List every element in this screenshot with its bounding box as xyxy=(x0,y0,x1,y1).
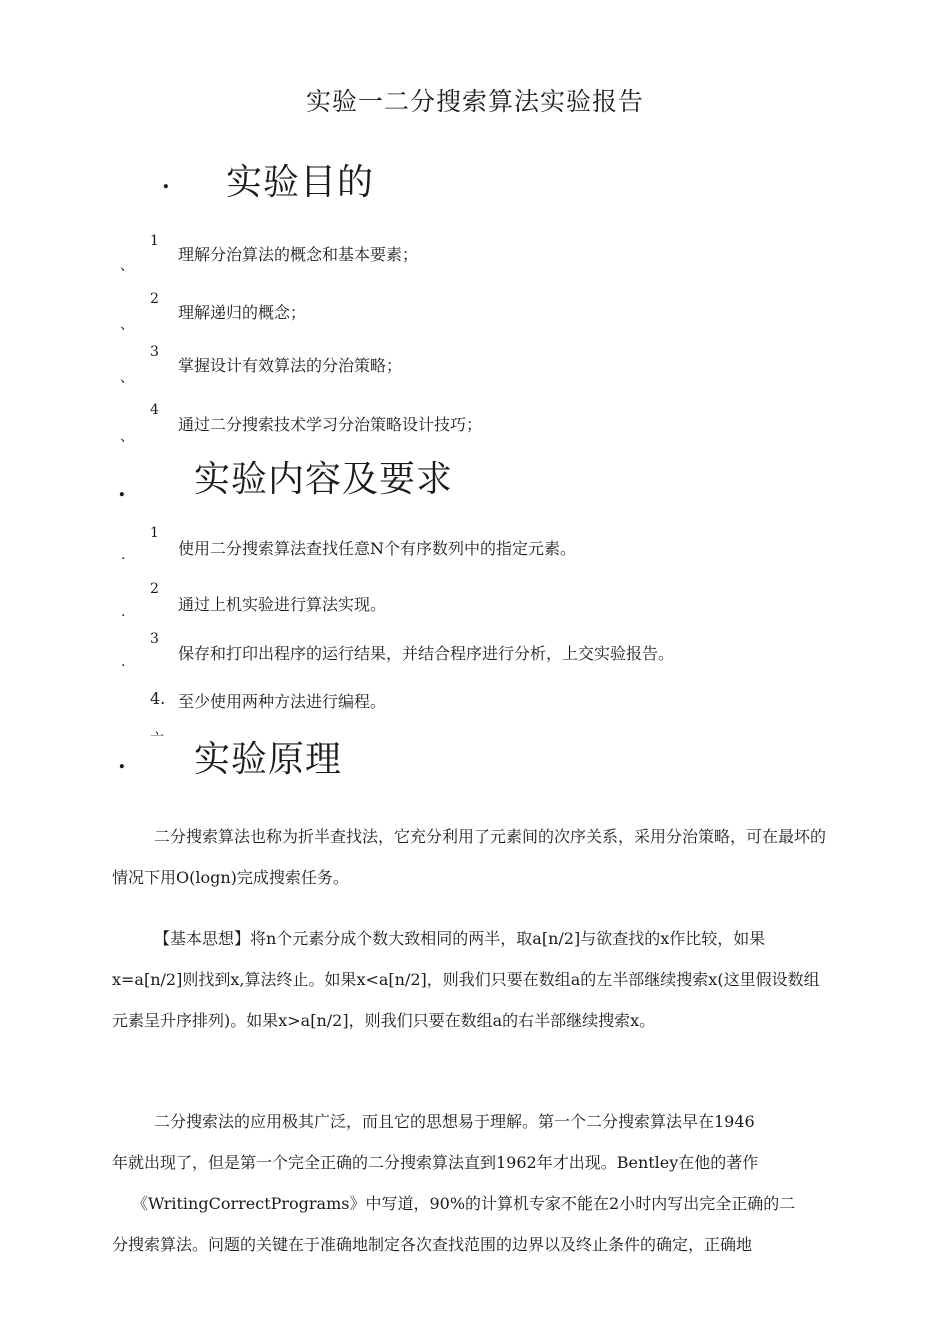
item-mark: . xyxy=(121,604,126,620)
section-title-principle: 实验原理 xyxy=(194,739,343,780)
paragraph-line: 分搜索算法。问题的关键在于准确地制定各次查找范围的边界以及终止条件的确定，正确地 xyxy=(112,1235,753,1254)
list-item: 使用二分搜索算法查找任意N个有序数列中的指定元素。 xyxy=(178,539,577,558)
item-number: 3 xyxy=(150,344,159,360)
item-number: 3 xyxy=(150,631,159,647)
item-mark: 、 xyxy=(120,429,134,445)
document-title: 实验一二分搜索算法实验报告 xyxy=(305,87,644,116)
list-item: 通过二分搜索技术学习分治策略设计技巧； xyxy=(178,415,483,434)
item-number: 2 xyxy=(150,581,159,597)
item-mark: 、 xyxy=(120,370,134,386)
list-item: 保存和打印出程序的运行结果，并结合程序进行分析，上交实验报告。 xyxy=(178,644,675,663)
list-item: 理解分治算法的概念和基本要素； xyxy=(178,245,419,264)
paragraph-history xyxy=(112,1101,832,1265)
item-mark: . xyxy=(121,547,126,563)
item-number: 2 xyxy=(150,291,159,307)
item-mark: 、 xyxy=(120,258,134,274)
paragraph-basic-idea: 【基本思想】将n个元素分成个数大致相同的两半，取a[n/2]与欲查找的x作比较，如果x=a[n/2]则找到x,算法终止。如果x<a[n/2]，则我们只要在数组a的左半部继续搜索x(这里假设数组元素呈升序排列)。如果x>a[n/2]，则我们只要在数组a的右半部继续搜索x。 xyxy=(112,929,820,1030)
paragraph-line: 二分搜索法的应用极其广泛，而且它的思想易于理解。第一个二分搜索算法早在1946 xyxy=(154,1112,755,1131)
item-mark: 、 xyxy=(120,317,134,333)
section-bullet: . xyxy=(118,476,126,502)
paragraph-line: 年就出现了，但是第一个完全正确的二分搜索算法直到1962年才出现。Bentley在他的著作 xyxy=(112,1153,759,1172)
item-number: 1 xyxy=(150,233,159,249)
item-number: 4 xyxy=(150,402,159,418)
item-mark: . xyxy=(121,654,126,670)
list-item: 至少使用两种方法进行编程。 xyxy=(178,692,387,711)
paragraph-line: 《WritingCorrectPrograms》中写道，90%的计算机专家不能在2小时内写出完全正确的二 xyxy=(132,1194,796,1213)
section-bullet: . xyxy=(118,748,126,774)
list-item: 通过上机实验进行算法实现。 xyxy=(178,595,387,614)
list-item: 掌握设计有效算法的分治策略； xyxy=(178,356,403,375)
item-number: 1 xyxy=(150,525,159,541)
section-bullet: . xyxy=(162,168,170,194)
section-title-content: 实验内容及要求 xyxy=(194,459,454,500)
section-marker: 亠 xyxy=(150,731,164,747)
section-title-purpose: 实验目的 xyxy=(226,162,375,203)
list-item: 理解递归的概念； xyxy=(178,303,307,322)
item-number: 4. xyxy=(150,689,166,708)
paragraph-intro: 二分搜索算法也称为折半查找法，它充分利用了元素间的次序关系，采用分治策略，可在最坏的情况下用O(logn)完成搜索任务。 xyxy=(112,827,827,887)
